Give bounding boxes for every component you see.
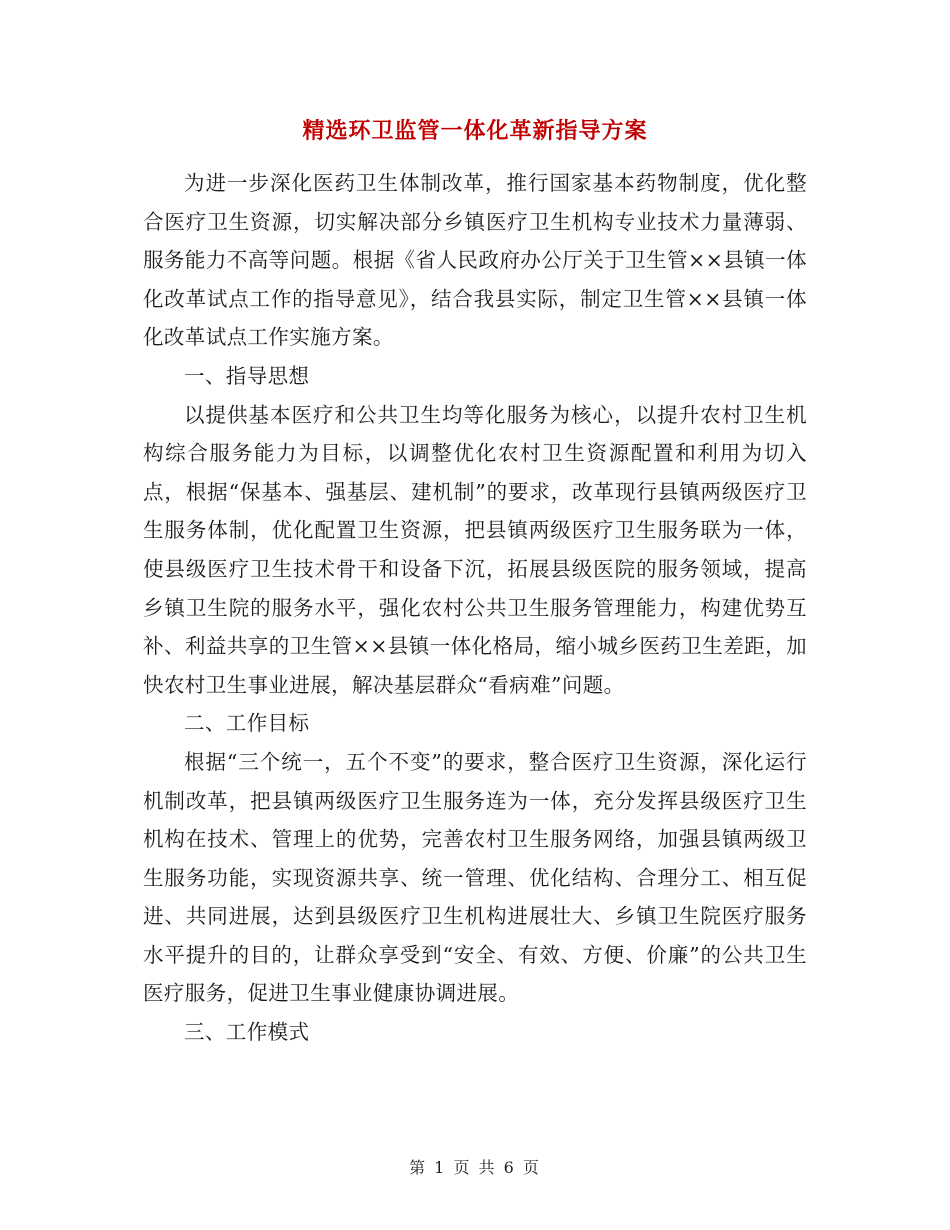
intro-paragraph: 为进一步深化医药卫生体制改革，推行国家基本药物制度，优化整合医疗卫生资源，切实解决部分乡镇医疗卫生机构专业技术力量薄弱、服务能力不高等问题。根据《省人民政府办公厅关于卫生管××县镇一体化改革试点工作的指导意见》，结合我县实际，制定卫生管××县镇一体化改革试点工作实施方案。 <box>143 171 807 350</box>
document-title: 精选环卫监管一体化革新指导方案 <box>302 118 648 144</box>
section-heading-guiding-ideology: 一、指导思想 <box>184 363 310 388</box>
document-body <box>143 164 807 1052</box>
work-goals-paragraph: 根据“三个统一，五个不变”的要求，整合医疗卫生资源，深化运行机制改革，把县镇两级医疗卫生服务连为一体，充分发挥县级医疗卫生机构在技术、管理上的优势，完善农村卫生服务网络，加强县镇两级卫生服务功能，实现资源共享、统一管理、优化结构、合理分工、相互促进、共同进展，达到县级医疗卫生机构进展壮大、乡镇卫生院医疗服务水平提升的目的，让群众享受到“安全、有效、方便、价廉”的公共卫生医疗服务，促进卫生事业健康协调进展。 <box>143 749 807 1006</box>
guiding-ideology-paragraph: 以提供基本医疗和公共卫生均等化服务为核心，以提升农村卫生机构综合服务能力为目标，以调整优化农村卫生资源配置和利用为切入点，根据“保基本、强基层、建机制”的要求，改革现行县镇两级医疗卫生服务体制，优化配置卫生资源，把县镇两级医疗卫生服务联为一体，使县级医疗卫生技术骨干和设备下沉，拓展县级医院的服务领域，提高乡镇卫生院的服务水平，强化农村公共卫生服务管理能力，构建优势互补、利益共享的卫生管××县镇一体化格局，缩小城乡医药卫生差距，加快农村卫生事业进展，解决基层群众“看病难”问题。 <box>143 402 807 697</box>
section-heading-work-mode: 三、工作模式 <box>184 1020 310 1045</box>
page-number-footer: 第 1 页 共 6 页 <box>409 1158 541 1177</box>
section-heading-work-goals: 二、工作目标 <box>184 711 310 736</box>
